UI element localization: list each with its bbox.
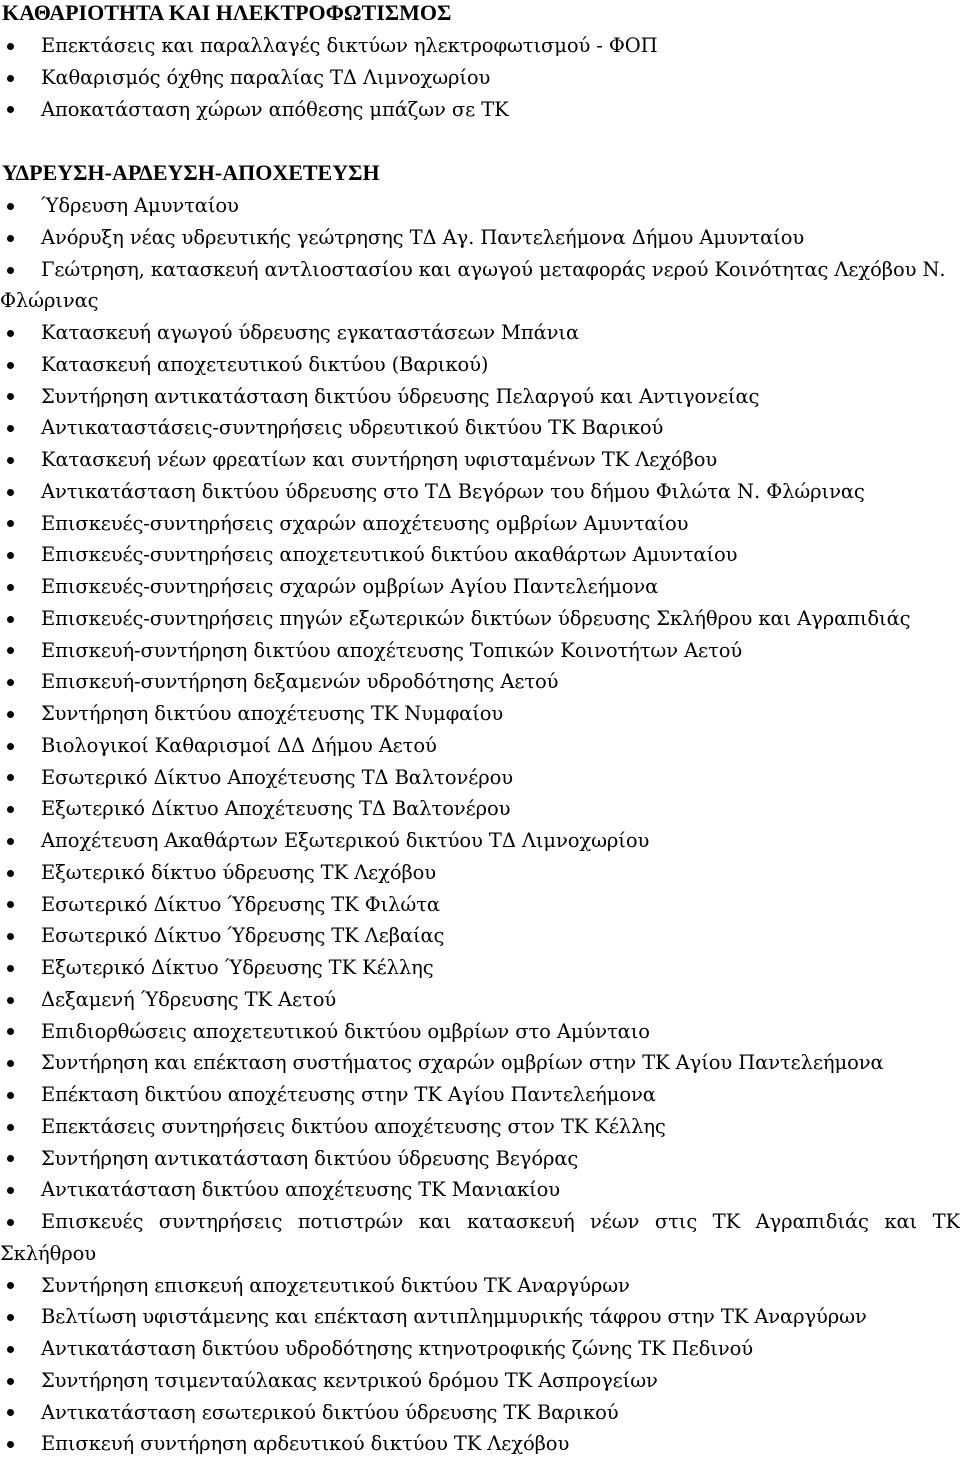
list-item: Γεώτρηση, κατασκευή αντλιοστασίου και αγωγού μεταφοράς νερού Κοινότητας Λεχόβου Ν. Φλώρινας	[0, 257, 946, 313]
bullet-icon	[7, 106, 14, 113]
bullet-icon	[7, 425, 14, 432]
list-item: Αντικατάσταση δικτύου ύδρευσης στο ΤΔ Βεγόρων του δήμου Φιλώτα Ν. Φλώρινας	[0, 476, 960, 508]
list-item: Ανόρυξη νέας υδρευτικής γεώτρησης ΤΔ Αγ. Παντελεήμονα Δήμου Αμυνταίου	[0, 222, 960, 254]
list-item: Εσωτερικό Δίκτυο Ύδρευσης ΤΚ Λεβαίας	[0, 920, 960, 952]
list-item: Βελτίωση υφιστάμενης και επέκταση αντιπλημμυρικής τάφρου στην ΤΚ Αναργύρων	[0, 1301, 960, 1333]
bullet-icon	[7, 520, 14, 527]
bullet-icon	[7, 235, 14, 242]
list-item: Συντήρηση τσιμενταύλακας κεντρικού δρόμου ΤΚ Ασπρογείων	[0, 1365, 960, 1397]
bullet-icon	[7, 1124, 14, 1131]
list-item: Επισκευές-συντηρήσεις σχαρών αποχέτευσης ομβρίων Αμυνταίου	[0, 508, 960, 540]
bullet-icon	[7, 1346, 14, 1353]
list-item: Κατασκευή νέων φρεατίων και συντήρηση υφισταμένων ΤΚ Λεχόβου	[0, 444, 960, 476]
list-item: Ύδρευση Αμυνταίου	[0, 190, 960, 222]
list-item: Εξωτερικό Δίκτυο Ύδρευσης ΤΚ Κέλλης	[0, 952, 960, 984]
bullet-icon	[7, 1219, 14, 1226]
bullet-icon	[7, 1441, 14, 1448]
bullet-icon	[7, 774, 14, 781]
list-item: Επισκευές συντηρήσεις ποτιστρών και κατασκευή νέων στις ΤΚ Αγραπιδιάς και ΤΚ Σκλήθρου	[0, 1210, 960, 1265]
list-item: Επισκευή-συντήρηση δεξαμενών υδροδότησης Αετού	[0, 666, 960, 698]
section-heading-cleaning-lighting: ΚΑΘΑΡΙΟΤΗΤΑ ΚΑΙ ΗΛΕΚΤΡΟΦΩΤΙΣΜΟΣ	[2, 0, 452, 25]
bullet-icon	[7, 489, 14, 496]
bullet-icon	[7, 75, 14, 82]
bullet-icon	[7, 711, 14, 718]
bullet-icon	[7, 362, 14, 369]
bullet-icon	[7, 1028, 14, 1035]
bullet-icon	[7, 393, 14, 400]
bullet-icon	[7, 552, 14, 559]
bullet-icon	[7, 838, 14, 845]
list-item: Αντικατάσταση εσωτερικού δικτύου ύδρευσης ΤΚ Βαρικού	[0, 1397, 960, 1429]
bullet-icon	[7, 1409, 14, 1416]
bullet-icon	[7, 1155, 14, 1162]
list-item: Αποχέτευση Ακαθάρτων Εξωτερικού δικτύου ΤΔ Λιμνοχωρίου	[0, 825, 960, 857]
bullet-icon	[7, 43, 14, 50]
list-item: Συντήρηση δικτύου αποχέτευσης ΤΚ Νυμφαίου	[0, 698, 960, 730]
list-item: Επισκευές-συντηρήσεις πηγών εξωτερικών δικτύων ύδρευσης Σκλήθρου και Αγραπιδιάς	[0, 603, 960, 635]
bullet-icon	[7, 1060, 14, 1067]
bullet-icon	[7, 457, 14, 464]
list-item: Εξωτερικό Δίκτυο Αποχέτευσης ΤΔ Βαλτονέρου	[0, 793, 960, 825]
list-item: Συντήρηση αντικατάσταση δικτύου ύδρευσης Πελαργού και Αντιγονείας	[0, 381, 960, 413]
bullet-icon	[7, 901, 14, 908]
bullet-icon	[7, 330, 14, 337]
bullet-icon	[7, 679, 14, 686]
list-item: Καθαρισμός όχθης παραλίας ΤΔ Λιμνοχωρίου	[0, 62, 960, 94]
list-item: Δεξαμενή Ύδρευσης ΤΚ Αετού	[0, 984, 960, 1016]
list-item: Επισκευή-συντήρηση δικτύου αποχέτευσης Τοπικών Κοινοτήτων Αετού	[0, 635, 960, 667]
list-item: Αντικαταστάσεις-συντηρήσεις υδρευτικού δικτύου ΤΚ Βαρικού	[0, 412, 960, 444]
list-item: Επισκευή συντήρηση αρδευτικού δικτύου ΤΚ Λεχόβου	[0, 1428, 960, 1460]
bullet-icon	[7, 616, 14, 623]
bullet-icon	[7, 965, 14, 972]
section-heading-water-irrigation-sewerage: ΥΔΡΕΥΣΗ-ΑΡΔΕΥΣΗ-ΑΠΟΧΕΤΕΥΣΗ	[2, 160, 380, 185]
list-item: Εσωτερικό Δίκτυο Ύδρευσης ΤΚ Φιλώτα	[0, 889, 960, 921]
list-item: Επιδιορθώσεις αποχετευτικού δικτύου ομβρίων στο Αμύνταιο	[0, 1016, 960, 1048]
bullet-icon	[7, 1282, 14, 1289]
list-item: Κατασκευή αποχετευτικού δικτύου (Βαρικού)	[0, 349, 960, 381]
list-item: Κατασκευή αγωγού ύδρευσης εγκαταστάσεων Μπάνια	[0, 317, 960, 349]
bullet-icon	[7, 267, 14, 274]
list-item: Επεκτάσεις και παραλλαγές δικτύων ηλεκτροφωτισμού - ΦΟΠ	[0, 30, 960, 62]
bullet-icon	[7, 933, 14, 940]
bullet-icon	[7, 1092, 14, 1099]
list-item: Αντικατάσταση δικτύου αποχέτευσης ΤΚ Μανιακίου	[0, 1174, 960, 1206]
bullet-icon	[7, 997, 14, 1004]
cleaning-lighting-list	[0, 30, 960, 125]
bullet-icon	[7, 584, 14, 591]
bullet-icon	[7, 1314, 14, 1321]
bullet-icon	[7, 203, 14, 210]
bullet-icon	[7, 806, 14, 813]
list-item: Βιολογικοί Καθαρισμοί ΔΔ Δήμου Αετού	[0, 730, 960, 762]
list-item: Επεκτάσεις συντηρήσεις δικτύου αποχέτευσης στον ΤΚ Κέλλης	[0, 1111, 960, 1143]
bullet-icon	[7, 870, 14, 877]
list-item: Αντικατάσταση δικτύου υδροδότησης κτηνοτροφικής ζώνης ΤΚ Πεδινού	[0, 1333, 960, 1365]
bullet-icon	[7, 1378, 14, 1385]
list-item: Εσωτερικό Δίκτυο Αποχέτευσης ΤΔ Βαλτονέρου	[0, 762, 960, 794]
list-item: Συντήρηση αντικατάσταση δικτύου ύδρευσης Βεγόρας	[0, 1143, 960, 1175]
bullet-icon	[7, 647, 14, 654]
list-item: Αποκατάσταση χώρων απόθεσης μπάζων σε ΤΚ	[0, 94, 960, 126]
list-item: Επέκταση δικτύου αποχέτευσης στην ΤΚ Αγίου Παντελεήμονα	[0, 1079, 960, 1111]
bullet-icon	[7, 1187, 14, 1194]
bullet-icon	[7, 743, 14, 750]
list-item: Επισκευές-συντηρήσεις σχαρών ομβρίων Αγίου Παντελεήμονα	[0, 571, 960, 603]
list-item: Επισκευές-συντηρήσεις αποχετευτικού δικτύου ακαθάρτων Αμυνταίου	[0, 539, 960, 571]
list-item: Εξωτερικό δίκτυο ύδρευσης ΤΚ Λεχόβου	[0, 857, 960, 889]
list-item: Συντήρηση και επέκταση συστήματος σχαρών ομβρίων στην ΤΚ Αγίου Παντελεήμονα	[0, 1047, 960, 1079]
water-irrigation-sewerage-list	[0, 190, 960, 1460]
list-item: Συντήρηση επισκευή αποχετευτικού δικτύου ΤΚ Αναργύρων	[0, 1270, 960, 1302]
